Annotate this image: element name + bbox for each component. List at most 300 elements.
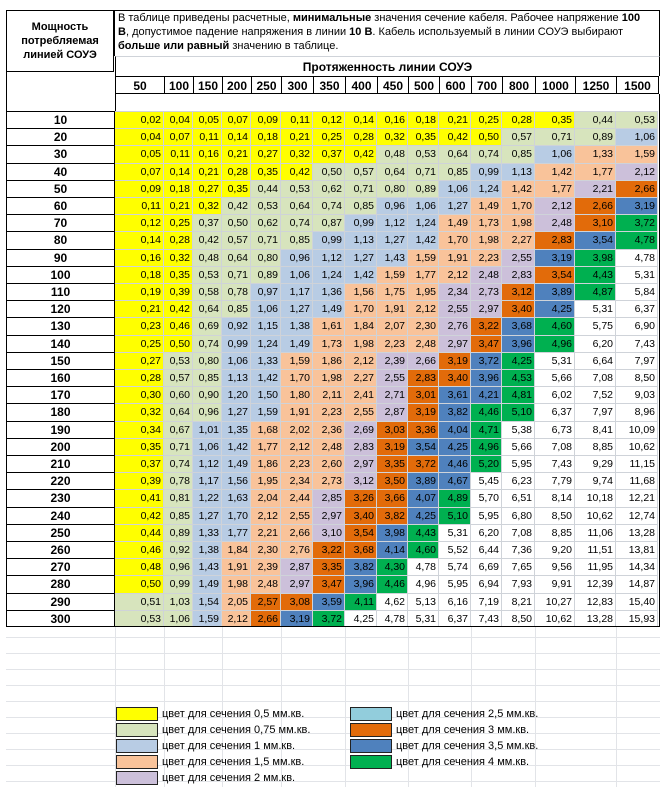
table-cell: 0,48 [377, 145, 408, 162]
table-cell: 2,73 [471, 283, 502, 300]
table-cell: 2,30 [251, 541, 281, 558]
table-cell: 5,75 [575, 317, 616, 334]
table-cell: 11,15 [616, 455, 658, 472]
table-cell: 2,27 [345, 369, 377, 386]
table-cell: 0,32 [164, 249, 193, 266]
table-cell: 2,87 [377, 403, 408, 420]
legend-label: цвет для сечения 2,5 мм.кв. [396, 708, 539, 720]
table-cell: 2,48 [471, 266, 502, 283]
table-cell: 12,74 [616, 507, 658, 524]
corner-gap [6, 72, 115, 111]
table-cell: 0,42 [439, 128, 471, 145]
table-cell: 0,16 [193, 145, 222, 162]
power-header-line: линией СОУЭ [23, 49, 97, 61]
legend-label: цвет для сечения 1,5 мм.кв. [162, 756, 305, 768]
table-cell: 4,21 [471, 386, 502, 403]
table-cell: 0,16 [115, 249, 164, 266]
table-cell: 3,68 [345, 541, 377, 558]
table-cell: 0,85 [345, 197, 377, 214]
table-cell: 0,28 [164, 231, 193, 248]
table-cell: 0,28 [502, 111, 535, 128]
table-cell: 12,83 [575, 593, 616, 610]
table-cell: 1,17 [281, 283, 313, 300]
table-cell: 10,09 [616, 421, 658, 438]
table-cell: 0,96 [193, 403, 222, 420]
table-cell: 10,62 [535, 610, 575, 627]
table-cell: 7,97 [575, 403, 616, 420]
table-cell: 1,49 [222, 455, 251, 472]
table-cell: 3,68 [502, 317, 535, 334]
length-column-header: 250 [251, 76, 281, 94]
table-cell: 0,80 [377, 180, 408, 197]
table-cell: 1,49 [439, 214, 471, 231]
table-cell: 2,97 [345, 455, 377, 472]
table-cell: 2,76 [281, 541, 313, 558]
table-cell: 0,18 [164, 180, 193, 197]
table-cell: 6,20 [471, 524, 502, 541]
length-column-header: 150 [193, 76, 222, 94]
description-bold: 10 В [349, 26, 373, 38]
table-cell: 0,35 [251, 163, 281, 180]
table-cell: 4,25 [502, 352, 535, 369]
length-column-header: 50 [115, 76, 164, 94]
table-cell: 4,25 [345, 610, 377, 627]
table-cell: 4,60 [535, 317, 575, 334]
table-cell: 5,45 [471, 472, 502, 489]
table-cell: 4,46 [377, 575, 408, 592]
table-cell: 0,27 [193, 180, 222, 197]
table-cell: 1,77 [222, 524, 251, 541]
table-cell: 2,34 [439, 283, 471, 300]
table-cell: 1,03 [164, 593, 193, 610]
table-cell: 1,70 [345, 300, 377, 317]
table-cell: 1,98 [345, 335, 377, 352]
length-column-header: 350 [313, 76, 345, 94]
table-cell: 1,59 [616, 145, 658, 162]
table-cell: 0,74 [281, 214, 313, 231]
table-cell: 10,62 [616, 438, 658, 455]
table-cell: 2,12 [616, 163, 658, 180]
legend-swatch [350, 755, 392, 769]
legend-swatch [116, 707, 158, 721]
table-cell: 0,89 [408, 180, 439, 197]
table-cell: 0,78 [222, 283, 251, 300]
table-cell: 3,10 [575, 214, 616, 231]
table-cell: 2,55 [439, 300, 471, 317]
table-cell: 0,25 [471, 111, 502, 128]
table-cell: 4,96 [471, 438, 502, 455]
power-row-label: 170 [6, 386, 115, 403]
table-cell: 1,06 [616, 128, 658, 145]
table-cell: 0,44 [575, 111, 616, 128]
table-cell: 0,07 [222, 111, 251, 128]
table-cell: 0,14 [222, 128, 251, 145]
table-cell: 1,38 [193, 541, 222, 558]
table-cell: 2,44 [281, 489, 313, 506]
table-cell: 0,96 [164, 558, 193, 575]
table-cell: 3,66 [377, 489, 408, 506]
power-row-label: 20 [6, 128, 115, 145]
table-cell: 1,06 [164, 610, 193, 627]
power-row-label: 210 [6, 455, 115, 472]
table-cell: 3,59 [313, 593, 345, 610]
table-cell: 0,60 [164, 386, 193, 403]
table-cell: 1,91 [281, 403, 313, 420]
table-cell: 2,69 [345, 421, 377, 438]
description-text: . Кабель используемый в линии СОУЭ выбирают [372, 26, 623, 38]
table-cell: 0,37 [115, 455, 164, 472]
table-cell: 1,27 [377, 231, 408, 248]
table-cell: 3,82 [439, 403, 471, 420]
table-cell: 0,21 [281, 128, 313, 145]
table-cell: 1,43 [377, 249, 408, 266]
table-cell: 3,36 [408, 421, 439, 438]
table-cell: 8,21 [502, 593, 535, 610]
table-cell: 4,78 [408, 558, 439, 575]
table-cell: 0,48 [115, 558, 164, 575]
table-cell: 2,66 [575, 197, 616, 214]
legend-label: цвет для сечения 1 мм.кв. [162, 740, 296, 752]
table-cell: 1,59 [193, 610, 222, 627]
table-cell: 0,32 [377, 128, 408, 145]
table-cell: 1,86 [313, 352, 345, 369]
table-cell: 6,80 [502, 507, 535, 524]
table-cell: 1,91 [377, 300, 408, 317]
table-cell: 1,49 [281, 335, 313, 352]
empty-row-line [6, 637, 660, 638]
legend-label: цвет для сечения 0,75 мм.кв. [162, 724, 311, 736]
length-column-header: 200 [222, 76, 251, 94]
table-cell: 4,96 [408, 575, 439, 592]
power-header [6, 10, 114, 72]
power-row-label: 90 [6, 249, 115, 266]
length-column-header: 1500 [616, 76, 658, 94]
table-cell: 0,85 [193, 369, 222, 386]
table-cell: 1,27 [222, 403, 251, 420]
table-cell: 9,91 [535, 575, 575, 592]
table-cell: 0,46 [164, 317, 193, 334]
table-cell: 6,94 [471, 575, 502, 592]
table-cell: 1,33 [575, 145, 616, 162]
table-cell: 15,93 [616, 610, 658, 627]
table-cell: 6,02 [535, 386, 575, 403]
table-cell: 3,19 [616, 197, 658, 214]
description-bold: В [118, 26, 126, 38]
description-text: , допустимое падение напряжения в линии [125, 26, 350, 38]
length-column-header: 450 [377, 76, 408, 94]
table-cell: 1,95 [251, 472, 281, 489]
table-cell: 2,30 [408, 317, 439, 334]
table-cell: 1,13 [502, 163, 535, 180]
table-cell: 1,42 [535, 163, 575, 180]
power-row-label: 40 [6, 163, 115, 180]
table-cell: 1,13 [222, 369, 251, 386]
table-cell: 0,11 [193, 128, 222, 145]
table-cell: 0,37 [193, 214, 222, 231]
table-cell: 8,50 [502, 610, 535, 627]
table-cell: 3,19 [408, 403, 439, 420]
table-cell: 0,99 [345, 214, 377, 231]
table-cell: 2,87 [281, 558, 313, 575]
description-text: В таблице приведены расчетные, [118, 12, 293, 24]
table-cell: 2,60 [313, 455, 345, 472]
power-row-label: 110 [6, 283, 115, 300]
table-cell: 7,08 [575, 369, 616, 386]
table-cell: 1,95 [408, 283, 439, 300]
table-cell: 5,31 [535, 352, 575, 369]
table-cell: 6,90 [616, 317, 658, 334]
table-cell: 4,07 [408, 489, 439, 506]
table-cell: 2,23 [471, 249, 502, 266]
table-cell: 1,22 [193, 489, 222, 506]
table-cell: 12,39 [575, 575, 616, 592]
table-cell: 6,64 [575, 352, 616, 369]
table-cell: 7,52 [575, 386, 616, 403]
table-cell: 0,57 [164, 369, 193, 386]
table-cell: 3,61 [439, 386, 471, 403]
table-cell: 3,50 [377, 472, 408, 489]
power-row-label: 60 [6, 197, 115, 214]
power-row-label: 130 [6, 317, 115, 334]
table-cell: 5,66 [502, 438, 535, 455]
table-cell: 0,25 [164, 214, 193, 231]
table-cell: 1,12 [377, 214, 408, 231]
table-cell: 1,70 [222, 507, 251, 524]
table-cell: 0,04 [164, 111, 193, 128]
table-cell: 0,71 [408, 163, 439, 180]
table-cell: 3,47 [471, 335, 502, 352]
table-cell: 2,83 [345, 438, 377, 455]
table-cell: 2,97 [471, 300, 502, 317]
table-cell: 1,42 [345, 266, 377, 283]
table-cell: 4,11 [345, 593, 377, 610]
table-cell: 0,80 [193, 352, 222, 369]
table-cell: 0,92 [164, 541, 193, 558]
table-cell: 2,55 [377, 369, 408, 386]
table-cell: 1,91 [439, 249, 471, 266]
table-cell: 0,28 [222, 163, 251, 180]
power-row-label: 240 [6, 507, 115, 524]
table-cell: 1,77 [575, 163, 616, 180]
table-cell: 1,80 [281, 386, 313, 403]
table-cell: 0,62 [251, 214, 281, 231]
power-row-label: 300 [6, 610, 115, 627]
power-row-label: 200 [6, 438, 115, 455]
table-cell: 0,57 [222, 231, 251, 248]
table-cell: 3,19 [377, 438, 408, 455]
table-cell: 5,31 [439, 524, 471, 541]
table-cell: 5,95 [502, 455, 535, 472]
table-cell: 8,96 [616, 403, 658, 420]
table-cell: 4,60 [408, 541, 439, 558]
table-cell: 0,99 [164, 575, 193, 592]
empty-row-line [6, 685, 660, 686]
table-cell: 0,92 [222, 317, 251, 334]
table-cell: 14,34 [616, 558, 658, 575]
table-cell: 0,64 [193, 300, 222, 317]
table-cell: 1,24 [313, 266, 345, 283]
table-cell: 0,18 [408, 111, 439, 128]
table-cell: 13,28 [616, 524, 658, 541]
table-cell: 1,77 [535, 180, 575, 197]
table-cell: 4,53 [502, 369, 535, 386]
table-cell: 4,43 [408, 524, 439, 541]
table-cell: 3,54 [575, 231, 616, 248]
table-cell: 3,22 [471, 317, 502, 334]
power-row-label: 180 [6, 403, 115, 420]
power-row-label: 30 [6, 145, 115, 162]
table-cell: 2,76 [439, 317, 471, 334]
table-cell: 4,81 [502, 386, 535, 403]
table-cell: 7,36 [502, 541, 535, 558]
table-cell: 0,07 [115, 163, 164, 180]
table-cell: 3,98 [377, 524, 408, 541]
table-cell: 4,89 [439, 489, 471, 506]
table-cell: 3,19 [535, 249, 575, 266]
table-cell: 2,02 [281, 421, 313, 438]
table-cell: 8,85 [535, 524, 575, 541]
table-cell: 1,86 [251, 455, 281, 472]
table-cell: 4,25 [408, 507, 439, 524]
table-cell: 1,06 [535, 145, 575, 162]
table-cell: 1,59 [251, 403, 281, 420]
table-cell: 2,07 [377, 317, 408, 334]
table-cell: 1,24 [408, 214, 439, 231]
table-cell: 0,32 [281, 145, 313, 162]
table-cell: 0,25 [313, 128, 345, 145]
table-cell: 0,32 [193, 197, 222, 214]
table-cell: 6,23 [502, 472, 535, 489]
table-cell: 5,38 [502, 421, 535, 438]
length-column-header: 1000 [535, 76, 575, 94]
table-cell: 4,30 [377, 558, 408, 575]
table-cell: 1,56 [222, 472, 251, 489]
table-cell: 1,84 [222, 541, 251, 558]
table-cell: 9,29 [575, 455, 616, 472]
table-cell: 1,27 [193, 507, 222, 524]
description-border [114, 10, 660, 56]
table-cell: 0,85 [281, 231, 313, 248]
table-cell: 0,14 [115, 231, 164, 248]
table-cell: 1,70 [439, 231, 471, 248]
table-cell: 5,74 [439, 558, 471, 575]
table-cell: 3,54 [535, 266, 575, 283]
table-cell: 0,35 [408, 128, 439, 145]
table-cell: 2,21 [251, 524, 281, 541]
table-cell: 0,50 [313, 163, 345, 180]
legend-swatch [116, 771, 158, 785]
table-cell: 0,74 [313, 197, 345, 214]
table-cell: 4,43 [575, 266, 616, 283]
table-cell: 1,33 [193, 524, 222, 541]
table-cell: 1,20 [222, 386, 251, 403]
table-cell: 9,20 [535, 541, 575, 558]
table-cell: 0,25 [115, 335, 164, 352]
table-cell: 2,66 [281, 524, 313, 541]
table-cell: 3,35 [377, 455, 408, 472]
table-cell: 1,77 [408, 266, 439, 283]
table-cell: 7,97 [616, 352, 658, 369]
table-cell: 0,99 [313, 231, 345, 248]
table-cell: 11,51 [575, 541, 616, 558]
table-cell: 0,28 [115, 369, 164, 386]
table-cell: 0,96 [281, 249, 313, 266]
table-cell: 3,35 [313, 558, 345, 575]
table-cell: 1,01 [193, 421, 222, 438]
table-cell: 1,35 [222, 421, 251, 438]
table-cell: 0,44 [115, 524, 164, 541]
table-cell: 1,42 [502, 180, 535, 197]
table-cell: 0,69 [193, 317, 222, 334]
table-cell: 2,66 [616, 180, 658, 197]
table-cell: 3,47 [313, 575, 345, 592]
table-cell: 0,42 [193, 231, 222, 248]
power-row-label: 290 [6, 593, 115, 610]
table-cell: 0,46 [115, 541, 164, 558]
table-cell: 2,48 [535, 214, 575, 231]
table-cell: 3,01 [408, 386, 439, 403]
table-cell: 4,25 [439, 438, 471, 455]
table-cell: 3,72 [313, 610, 345, 627]
description-bold: минимальные [292, 12, 372, 24]
table-cell: 15,40 [616, 593, 658, 610]
table-cell: 7,19 [471, 593, 502, 610]
table-cell: 0,02 [115, 111, 164, 128]
table-cell: 7,43 [471, 610, 502, 627]
table-cell: 1,24 [251, 335, 281, 352]
table-cell: 4,71 [471, 421, 502, 438]
table-cell: 2,12 [281, 438, 313, 455]
power-row-label: 190 [6, 421, 115, 438]
table-cell: 6,69 [471, 558, 502, 575]
table-cell: 5,66 [535, 369, 575, 386]
table-cell: 1,73 [471, 214, 502, 231]
table-cell: 0,42 [164, 300, 193, 317]
table-cell: 0,28 [345, 128, 377, 145]
table-cell: 0,34 [115, 421, 164, 438]
table-cell: 1,33 [251, 352, 281, 369]
table-cell: 3,19 [281, 610, 313, 627]
table-cell: 0,71 [345, 180, 377, 197]
legend-label: цвет для сечения 0,5 мм.кв. [162, 708, 305, 720]
table-cell: 0,42 [281, 163, 313, 180]
table-cell: 2,12 [251, 507, 281, 524]
length-column-header: 400 [345, 76, 377, 94]
table-cell: 7,08 [502, 524, 535, 541]
table-cell: 0,48 [193, 249, 222, 266]
table-cell: 0,05 [193, 111, 222, 128]
table-cell: 2,55 [502, 249, 535, 266]
table-cell: 13,28 [575, 610, 616, 627]
table-cell: 0,35 [535, 111, 575, 128]
table-cell: 0,50 [164, 335, 193, 352]
table-cell: 3,72 [408, 455, 439, 472]
table-cell: 0,53 [408, 145, 439, 162]
table-cell: 5,84 [616, 283, 658, 300]
power-row-label: 220 [6, 472, 115, 489]
table-cell: 5,52 [439, 541, 471, 558]
table-cell: 6,16 [439, 593, 471, 610]
table-cell: 1,98 [502, 214, 535, 231]
table-cell: 8,50 [535, 507, 575, 524]
power-row-label: 70 [6, 214, 115, 231]
table-cell: 0,53 [281, 180, 313, 197]
table-cell: 4,04 [439, 421, 471, 438]
power-row-label: 140 [6, 335, 115, 352]
table-cell: 0,42 [222, 197, 251, 214]
table-cell: 1,75 [377, 283, 408, 300]
table-cell: 0,39 [115, 472, 164, 489]
